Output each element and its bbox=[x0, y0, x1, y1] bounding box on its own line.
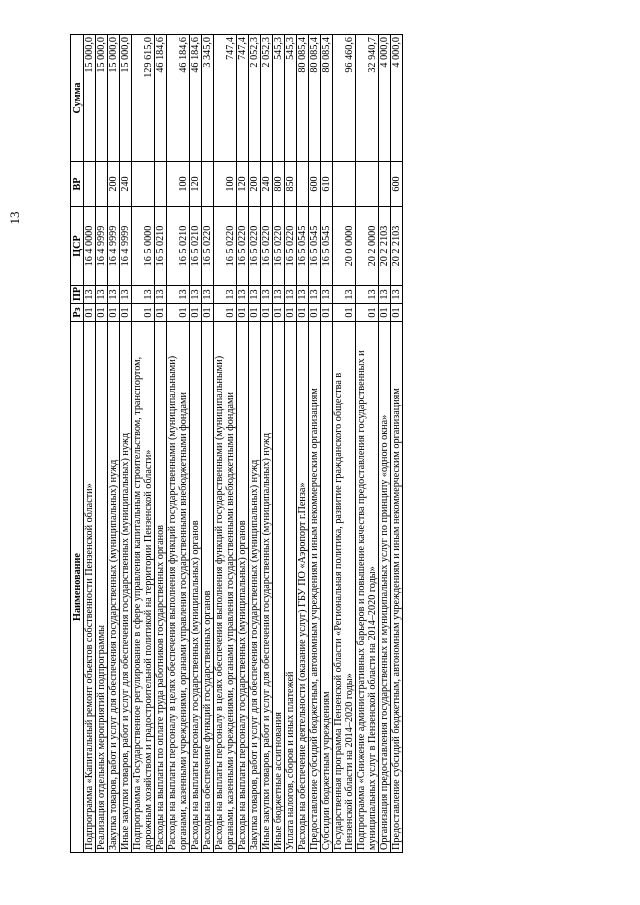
row-rz-cell: 01 bbox=[261, 304, 273, 322]
table-row bbox=[333, 35, 356, 853]
row-sum-cell: 46 184,6 bbox=[167, 35, 190, 162]
row-rz-cell: 01 bbox=[108, 304, 120, 322]
row-csr-cell: 16 5 0220 bbox=[249, 207, 261, 286]
row-pr-cell: 13 bbox=[379, 286, 391, 304]
row-pr-cell: 13 bbox=[297, 286, 309, 304]
row-rz-cell: 01 bbox=[214, 304, 237, 322]
row-rz-cell: 01 bbox=[190, 304, 202, 322]
row-sum-cell: 15 000,0 bbox=[120, 35, 132, 162]
row-name-cell: Иные закупки товаров, работ и услуг для обеспечения государственных (муниципальных) нужд bbox=[261, 322, 273, 853]
page-number: 13 bbox=[7, 211, 22, 225]
row-csr-cell: 16 5 0220 bbox=[273, 207, 285, 286]
row-name-cell: Подпрограмма «Снижение административных барьеров и повышение качества предоставления государственных и муниципальных услуг в Пензенской области на 2014–2020 годы» bbox=[356, 322, 379, 853]
header-vr: ВР bbox=[71, 162, 84, 207]
table-row bbox=[261, 35, 273, 853]
row-csr-cell: 20 2 2103 bbox=[379, 207, 391, 286]
row-vr-cell: 200 bbox=[249, 162, 261, 207]
table-row bbox=[202, 35, 214, 853]
row-sum-cell: 4 000,0 bbox=[391, 35, 403, 162]
row-sum-cell: 32 940,7 bbox=[356, 35, 379, 162]
row-sum-cell: 46 184,6 bbox=[190, 35, 202, 162]
row-csr-cell: 20 0 0000 bbox=[333, 207, 356, 286]
row-rz-cell: 01 bbox=[202, 304, 214, 322]
row-name-cell: Иные закупки товаров, работ и услуг для обеспечения государственных (муниципальных) нужд bbox=[120, 322, 132, 853]
budget-table bbox=[70, 34, 403, 853]
row-sum-cell: 747,4 bbox=[214, 35, 237, 162]
row-csr-cell: 16 5 0220 bbox=[202, 207, 214, 286]
row-sum-cell: 2 052,3 bbox=[261, 35, 273, 162]
row-pr-cell: 13 bbox=[356, 286, 379, 304]
row-vr-cell bbox=[84, 162, 96, 207]
table-row bbox=[249, 35, 261, 853]
row-vr-cell bbox=[155, 162, 167, 207]
row-vr-cell: 610 bbox=[321, 162, 333, 207]
row-name-cell: Расходы на обеспечение функций государственных органов bbox=[202, 322, 214, 853]
row-sum-cell: 80 085,4 bbox=[321, 35, 333, 162]
row-pr-cell: 13 bbox=[190, 286, 202, 304]
table-row bbox=[379, 35, 391, 853]
row-csr-cell: 16 5 0545 bbox=[321, 207, 333, 286]
table-row bbox=[321, 35, 333, 853]
row-name-cell: Расходы на выплаты персоналу в целях обеспечения выполнения функций государственными (муниципальными) органами, казенными учреждениями, органами управления государственными внебюджетными фондами bbox=[214, 322, 237, 853]
row-csr-cell: 16 4 9999 bbox=[96, 207, 108, 286]
row-pr-cell: 13 bbox=[261, 286, 273, 304]
header-csr: ЦСР bbox=[71, 207, 84, 286]
table-row bbox=[214, 35, 237, 853]
row-vr-cell: 240 bbox=[261, 162, 273, 207]
row-pr-cell: 13 bbox=[309, 286, 321, 304]
row-pr-cell: 13 bbox=[108, 286, 120, 304]
row-name-cell: Уплата налогов, сборов и иных платежей bbox=[285, 322, 297, 853]
row-sum-cell: 545,3 bbox=[285, 35, 297, 162]
rotated-page bbox=[70, 35, 600, 853]
row-vr-cell bbox=[333, 162, 356, 207]
row-rz-cell: 01 bbox=[321, 304, 333, 322]
row-rz-cell: 01 bbox=[285, 304, 297, 322]
table-row bbox=[190, 35, 202, 853]
row-csr-cell: 16 5 0220 bbox=[285, 207, 297, 286]
row-vr-cell bbox=[132, 162, 155, 207]
row-name-cell: Расходы на выплаты персоналу государственных (муниципальных) органов bbox=[237, 322, 249, 853]
row-rz-cell: 01 bbox=[237, 304, 249, 322]
row-pr-cell: 13 bbox=[321, 286, 333, 304]
row-pr-cell: 13 bbox=[273, 286, 285, 304]
row-name-cell: Субсидии бюджетным учреждениям bbox=[321, 322, 333, 853]
row-sum-cell: 545,3 bbox=[273, 35, 285, 162]
row-rz-cell: 01 bbox=[84, 304, 96, 322]
row-csr-cell: 16 4 0000 bbox=[84, 207, 96, 286]
row-rz-cell: 01 bbox=[132, 304, 155, 322]
row-pr-cell: 13 bbox=[333, 286, 356, 304]
row-csr-cell: 16 4 9999 bbox=[108, 207, 120, 286]
row-name-cell: Иные бюджетные ассигнования bbox=[273, 322, 285, 853]
table-row bbox=[155, 35, 167, 853]
row-vr-cell bbox=[297, 162, 309, 207]
row-csr-cell: 16 5 0220 bbox=[237, 207, 249, 286]
row-vr-cell: 100 bbox=[214, 162, 237, 207]
row-sum-cell: 96 460,6 bbox=[333, 35, 356, 162]
row-sum-cell: 46 184,6 bbox=[155, 35, 167, 162]
row-name-cell: Закупка товаров, работ и услуг для обеспечения государственных (муниципальных) нужд bbox=[249, 322, 261, 853]
table-row bbox=[120, 35, 132, 853]
row-pr-cell: 13 bbox=[285, 286, 297, 304]
row-name-cell: Предоставление субсидий бюджетным, автономным учреждениям и иным некоммерческим организациям bbox=[309, 322, 321, 853]
row-sum-cell: 3 345,0 bbox=[202, 35, 214, 162]
row-csr-cell: 16 4 9999 bbox=[120, 207, 132, 286]
row-rz-cell: 01 bbox=[379, 304, 391, 322]
header-rz: Рз bbox=[71, 304, 84, 322]
row-rz-cell: 01 bbox=[120, 304, 132, 322]
row-sum-cell: 129 615,0 bbox=[132, 35, 155, 162]
row-csr-cell: 16 5 0220 bbox=[214, 207, 237, 286]
row-vr-cell: 800 bbox=[273, 162, 285, 207]
table-row bbox=[132, 35, 155, 853]
row-vr-cell: 240 bbox=[120, 162, 132, 207]
row-vr-cell: 600 bbox=[309, 162, 321, 207]
row-vr-cell: 200 bbox=[108, 162, 120, 207]
table-row bbox=[297, 35, 309, 853]
row-pr-cell: 13 bbox=[391, 286, 403, 304]
row-name-cell: Расходы на выплаты персоналу государственных (муниципальных) органов bbox=[190, 322, 202, 853]
table-row bbox=[356, 35, 379, 853]
header-name: Наименование bbox=[71, 322, 84, 853]
table-row bbox=[237, 35, 249, 853]
row-name-cell: Предоставление субсидий бюджетным, автономным учреждениям и иным некоммерческим организациям bbox=[391, 322, 403, 853]
row-sum-cell: 2 052,3 bbox=[249, 35, 261, 162]
table-row bbox=[309, 35, 321, 853]
row-csr-cell: 16 5 0210 bbox=[190, 207, 202, 286]
row-csr-cell: 16 5 0220 bbox=[261, 207, 273, 286]
row-rz-cell: 01 bbox=[309, 304, 321, 322]
row-name-cell: Реализация отдельных мероприятий подпрограммы bbox=[96, 322, 108, 853]
row-vr-cell bbox=[356, 162, 379, 207]
row-pr-cell: 13 bbox=[120, 286, 132, 304]
row-csr-cell: 16 5 0210 bbox=[167, 207, 190, 286]
row-rz-cell: 01 bbox=[273, 304, 285, 322]
row-csr-cell: 16 5 0000 bbox=[132, 207, 155, 286]
table-row bbox=[96, 35, 108, 853]
row-csr-cell: 16 5 0545 bbox=[309, 207, 321, 286]
row-vr-cell bbox=[379, 162, 391, 207]
table-row bbox=[391, 35, 403, 853]
table-row bbox=[167, 35, 190, 853]
row-csr-cell: 20 2 0000 bbox=[356, 207, 379, 286]
header-sum: Сумма bbox=[71, 35, 84, 162]
row-rz-cell: 01 bbox=[333, 304, 356, 322]
table-row bbox=[285, 35, 297, 853]
row-name-cell: Подпрограмма «Капитальный ремонт объектов собственности Пензенской области» bbox=[84, 322, 96, 853]
row-name-cell: Расходы на выплаты персоналу в целях обеспечения выполнения функций государственными (муниципальными) органами, казенными учреждениями, органами управления государственными внебюджетными фондами bbox=[167, 322, 190, 853]
table-row bbox=[84, 35, 96, 853]
row-pr-cell: 13 bbox=[167, 286, 190, 304]
row-name-cell: Организация предоставления государственных и муниципальных услуг по принципу «одного окна» bbox=[379, 322, 391, 853]
row-pr-cell: 13 bbox=[214, 286, 237, 304]
row-rz-cell: 01 bbox=[96, 304, 108, 322]
row-name-cell: Подпрограмма «Государственное регулирование в сфере управления капитальным строительством, транспортом, дорожным хозяйством и градостроительной политикой на территории Пензенской области» bbox=[132, 322, 155, 853]
row-pr-cell: 13 bbox=[237, 286, 249, 304]
row-rz-cell: 01 bbox=[356, 304, 379, 322]
row-name-cell: Закупка товаров, работ и услуг для обеспечения государственных (муниципальных) нужд bbox=[108, 322, 120, 853]
row-rz-cell: 01 bbox=[391, 304, 403, 322]
row-vr-cell bbox=[96, 162, 108, 207]
row-pr-cell: 13 bbox=[96, 286, 108, 304]
row-pr-cell: 13 bbox=[84, 286, 96, 304]
row-sum-cell: 15 000,0 bbox=[84, 35, 96, 162]
row-rz-cell: 01 bbox=[167, 304, 190, 322]
table-header-row bbox=[71, 35, 84, 853]
row-name-cell: Расходы на выплаты по оплате труда работников государственных органов bbox=[155, 322, 167, 853]
row-sum-cell: 747,4 bbox=[237, 35, 249, 162]
table-row bbox=[108, 35, 120, 853]
row-sum-cell: 4 000,0 bbox=[379, 35, 391, 162]
row-vr-cell: 120 bbox=[237, 162, 249, 207]
row-pr-cell: 13 bbox=[155, 286, 167, 304]
row-sum-cell: 15 000,0 bbox=[96, 35, 108, 162]
row-vr-cell: 600 bbox=[391, 162, 403, 207]
row-name-cell: Государственная программа Пензенской области «Региональная политика, развитие гражданского общества в Пензенской области на 2014–2020 годы» bbox=[333, 322, 356, 853]
row-rz-cell: 01 bbox=[249, 304, 261, 322]
row-name-cell: Расходы на обеспечение деятельности (оказание услуг) ГБУ ПО «Аэропорт г.Пенза» bbox=[297, 322, 309, 853]
row-vr-cell: 100 bbox=[167, 162, 190, 207]
row-pr-cell: 13 bbox=[202, 286, 214, 304]
row-csr-cell: 16 5 0545 bbox=[297, 207, 309, 286]
table-row bbox=[273, 35, 285, 853]
row-sum-cell: 80 085,4 bbox=[309, 35, 321, 162]
row-sum-cell: 15 000,0 bbox=[108, 35, 120, 162]
row-vr-cell bbox=[202, 162, 214, 207]
row-sum-cell: 80 085,4 bbox=[297, 35, 309, 162]
row-pr-cell: 13 bbox=[132, 286, 155, 304]
row-pr-cell: 13 bbox=[249, 286, 261, 304]
row-vr-cell: 120 bbox=[190, 162, 202, 207]
row-csr-cell: 16 5 0210 bbox=[155, 207, 167, 286]
row-rz-cell: 01 bbox=[155, 304, 167, 322]
header-pr: ПР bbox=[71, 286, 84, 304]
row-vr-cell: 850 bbox=[285, 162, 297, 207]
row-rz-cell: 01 bbox=[297, 304, 309, 322]
row-csr-cell: 20 2 2103 bbox=[391, 207, 403, 286]
